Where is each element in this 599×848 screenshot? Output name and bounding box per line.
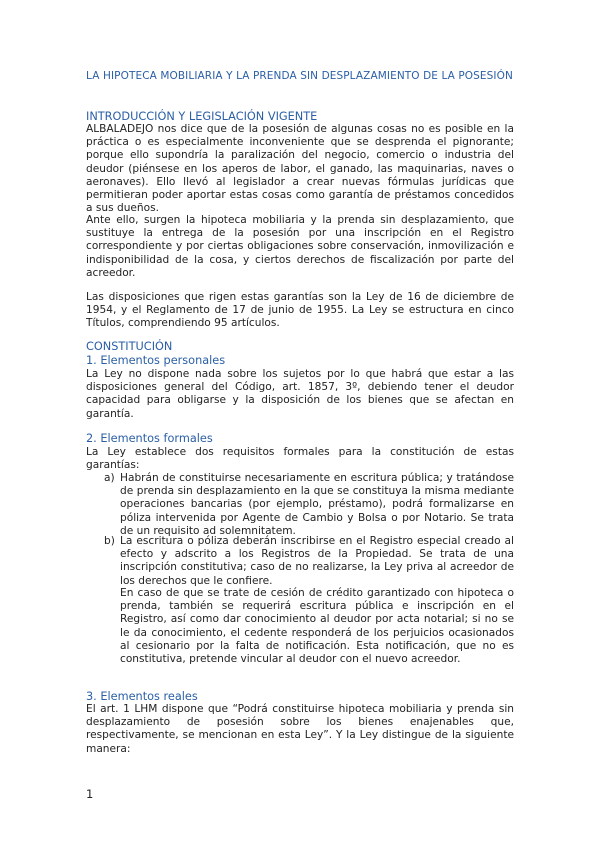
subheading-elementos-formales: 2. Elementos formales — [86, 432, 213, 445]
list-item-a: Habrán de constituirse necesariamente en escritura pública; y tratándose de prenda sin desplazamiento en la que se constituya la misma mediante operaciones bancarias (por ejemplo, préstamo), podrá formalizarse en póliza intervenida por Agente de Cambio y Bolsa o por Notario. Se trata de un requisito ad solemnitatem. — [120, 472, 514, 537]
list-item-b-part2: En caso de que se trate de cesión de crédito garantizado con hipoteca o prenda, también se requerirá escritura pública e inscripción en el Registro, así como dar conocimiento al deudor por acta notarial; si no se le da conocimiento, el cedente responderá de los perjuicios ocasionados al cesionario por la falta de notificación. Esta notificación, que no es constitutiva, pretende vincular al deudor con el nuevo acreedor. — [120, 587, 514, 666]
list-item-b-part1: La escritura o póliza deberán inscribirse en el Registro especial creado al efecto y adscrito a los Registros de la Propiedad. Se trata de una inscripción constitutiva; caso de no realizarse, la Ley priva al acreedor de los derechos que le confiere. — [120, 535, 514, 587]
heading-constitucion: CONSTITUCIÓN — [86, 340, 173, 353]
document-title: LA HIPOTECA MOBILIARIA Y LA PRENDA SIN DESPLAZAMIENTO DE LA POSESIÓN — [86, 70, 513, 82]
list-marker-a: a) — [104, 472, 115, 484]
subheading-elementos-personales: 1. Elementos personales — [86, 354, 226, 367]
page-number: 1 — [86, 787, 94, 801]
paragraph-ante-ello: Ante ello, surgen la hipoteca mobiliaria y la prenda sin desplazamiento, que sustituye la entrega de la posesión por una inscripción en el Registro correspondiente y por ciertas obligaciones sobre conservación, inmovilización e indisponibilidad de la cosa, y ciertos derechos de fiscalización por parte del acreedor. — [86, 214, 514, 279]
paragraph-elementos-formales-intro: La Ley establece dos requisitos formales para la constitución de estas garantías: — [86, 446, 514, 472]
subheading-elementos-reales: 3. Elementos reales — [86, 690, 198, 703]
paragraph-albaladejo: ALBALADEJO nos dice que de la posesión de algunas cosas no es posible en la práctica o es especialmente inconveniente que se desprenda el pignorante; porque ello supondría la paralización del negocio, comercio o industria del deudor (piénsese en los aperos de labor, el ganado, las maquinarias, naves o aeronaves). Ello llevó al legislador a crear nuevas fórmulas jurídicas que permitieran poder aportar estas cosas como garantía de préstamos concedidos a sus dueños. — [86, 123, 514, 215]
heading-introduccion: INTRODUCCIÓN Y LEGISLACIÓN VIGENTE — [86, 110, 318, 123]
list-marker-b: b) — [104, 535, 115, 547]
paragraph-disposiciones: Las disposiciones que rigen estas garantías son la Ley de 16 de diciembre de 1954, y el Reglamento de 17 de junio de 1955. La Ley se estructura en cinco Títulos, comprendiendo 95 artículos. — [86, 291, 514, 330]
paragraph-elementos-personales: La Ley no dispone nada sobre los sujetos por lo que habrá que estar a las disposiciones general del Código, art. 1857, 3º, debiendo tener el deudor capacidad para obligarse y la disposición de los bienes que se afectan en garantía. — [86, 368, 514, 420]
paragraph-elementos-reales: El art. 1 LHM dispone que “Podrá constituirse hipoteca mobiliaria y prenda sin desplazamiento de posesión sobre los bienes enajenables que, respectivamente, se mencionan en esta Ley”. Y la Ley distingue de la siguiente manera: — [86, 703, 514, 755]
